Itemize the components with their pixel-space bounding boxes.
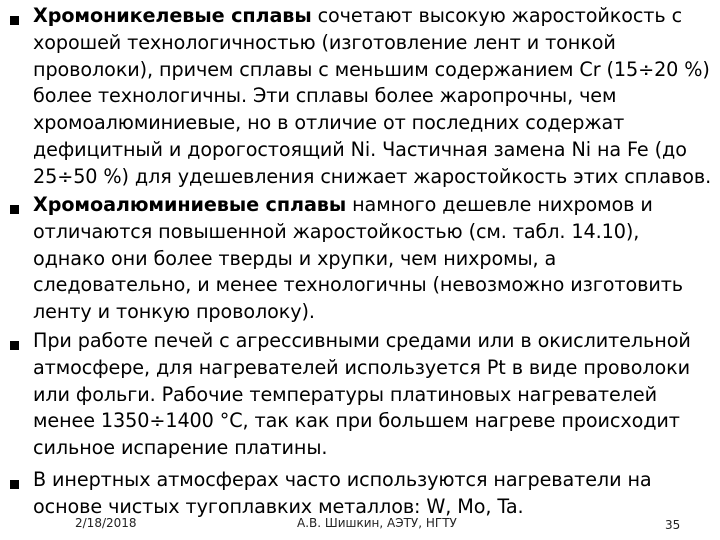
list-item-text	[33, 3, 713, 191]
bullet-square-icon	[10, 205, 19, 214]
bullet-square-icon	[10, 16, 19, 25]
list-item-bold: Хромоалюминиевые сплавы	[33, 193, 347, 216]
list-item-text	[33, 192, 713, 326]
footer-date: 2/18/2018	[75, 516, 137, 530]
footer-author: А.В. Шишкин, АЭТУ, НГТУ	[297, 516, 457, 530]
bullet-square-icon	[10, 480, 19, 489]
list-item-text	[33, 467, 713, 521]
list-item-body: При работе печей с агрессивными средами или в окислительной атмосфере, для нагревателей используется Pt в виде проволоки или фольги. Рабочие температуры платиновых нагревателей менее 1350÷1400 °С, так как при большем нагреве происходит сильное испарение платины.	[33, 329, 691, 460]
list-item-body: сочетают высокую жаростойкость с хорошей технологичностью (изготовление лент и тонкой проволоки), причем сплавы с меньшим содержанием Cr (15÷20 %) более технологичны. Эти сплавы более жаропрочны, чем хромоалюминиевые, но в отличие от последних содержат дефицитный и дорогостоящий Ni. Частичная замена Ni на Fe (до 25÷50 %) для удешевления снижает жаростойкость этих сплавов.	[33, 4, 712, 188]
list-item-bold: Хромоникелевые сплавы	[33, 4, 312, 27]
page-number: 35	[665, 518, 681, 532]
list-item-body: намного дешевле нихромов и отличаются повышенной жаростойкостью (см. табл. 14.10), однако они более тверды и хрупки, чем нихромы, а следовательно, и менее технологичны (невозможно изготовить ленту и тонкую проволоку).	[33, 193, 683, 324]
bullet-square-icon	[10, 341, 19, 350]
list-item-body: В инертных атмосферах часто используются нагреватели на основе чистых тугоплавких металлов: W, Mo, Ta.	[33, 468, 652, 518]
list-item-text	[33, 328, 713, 462]
